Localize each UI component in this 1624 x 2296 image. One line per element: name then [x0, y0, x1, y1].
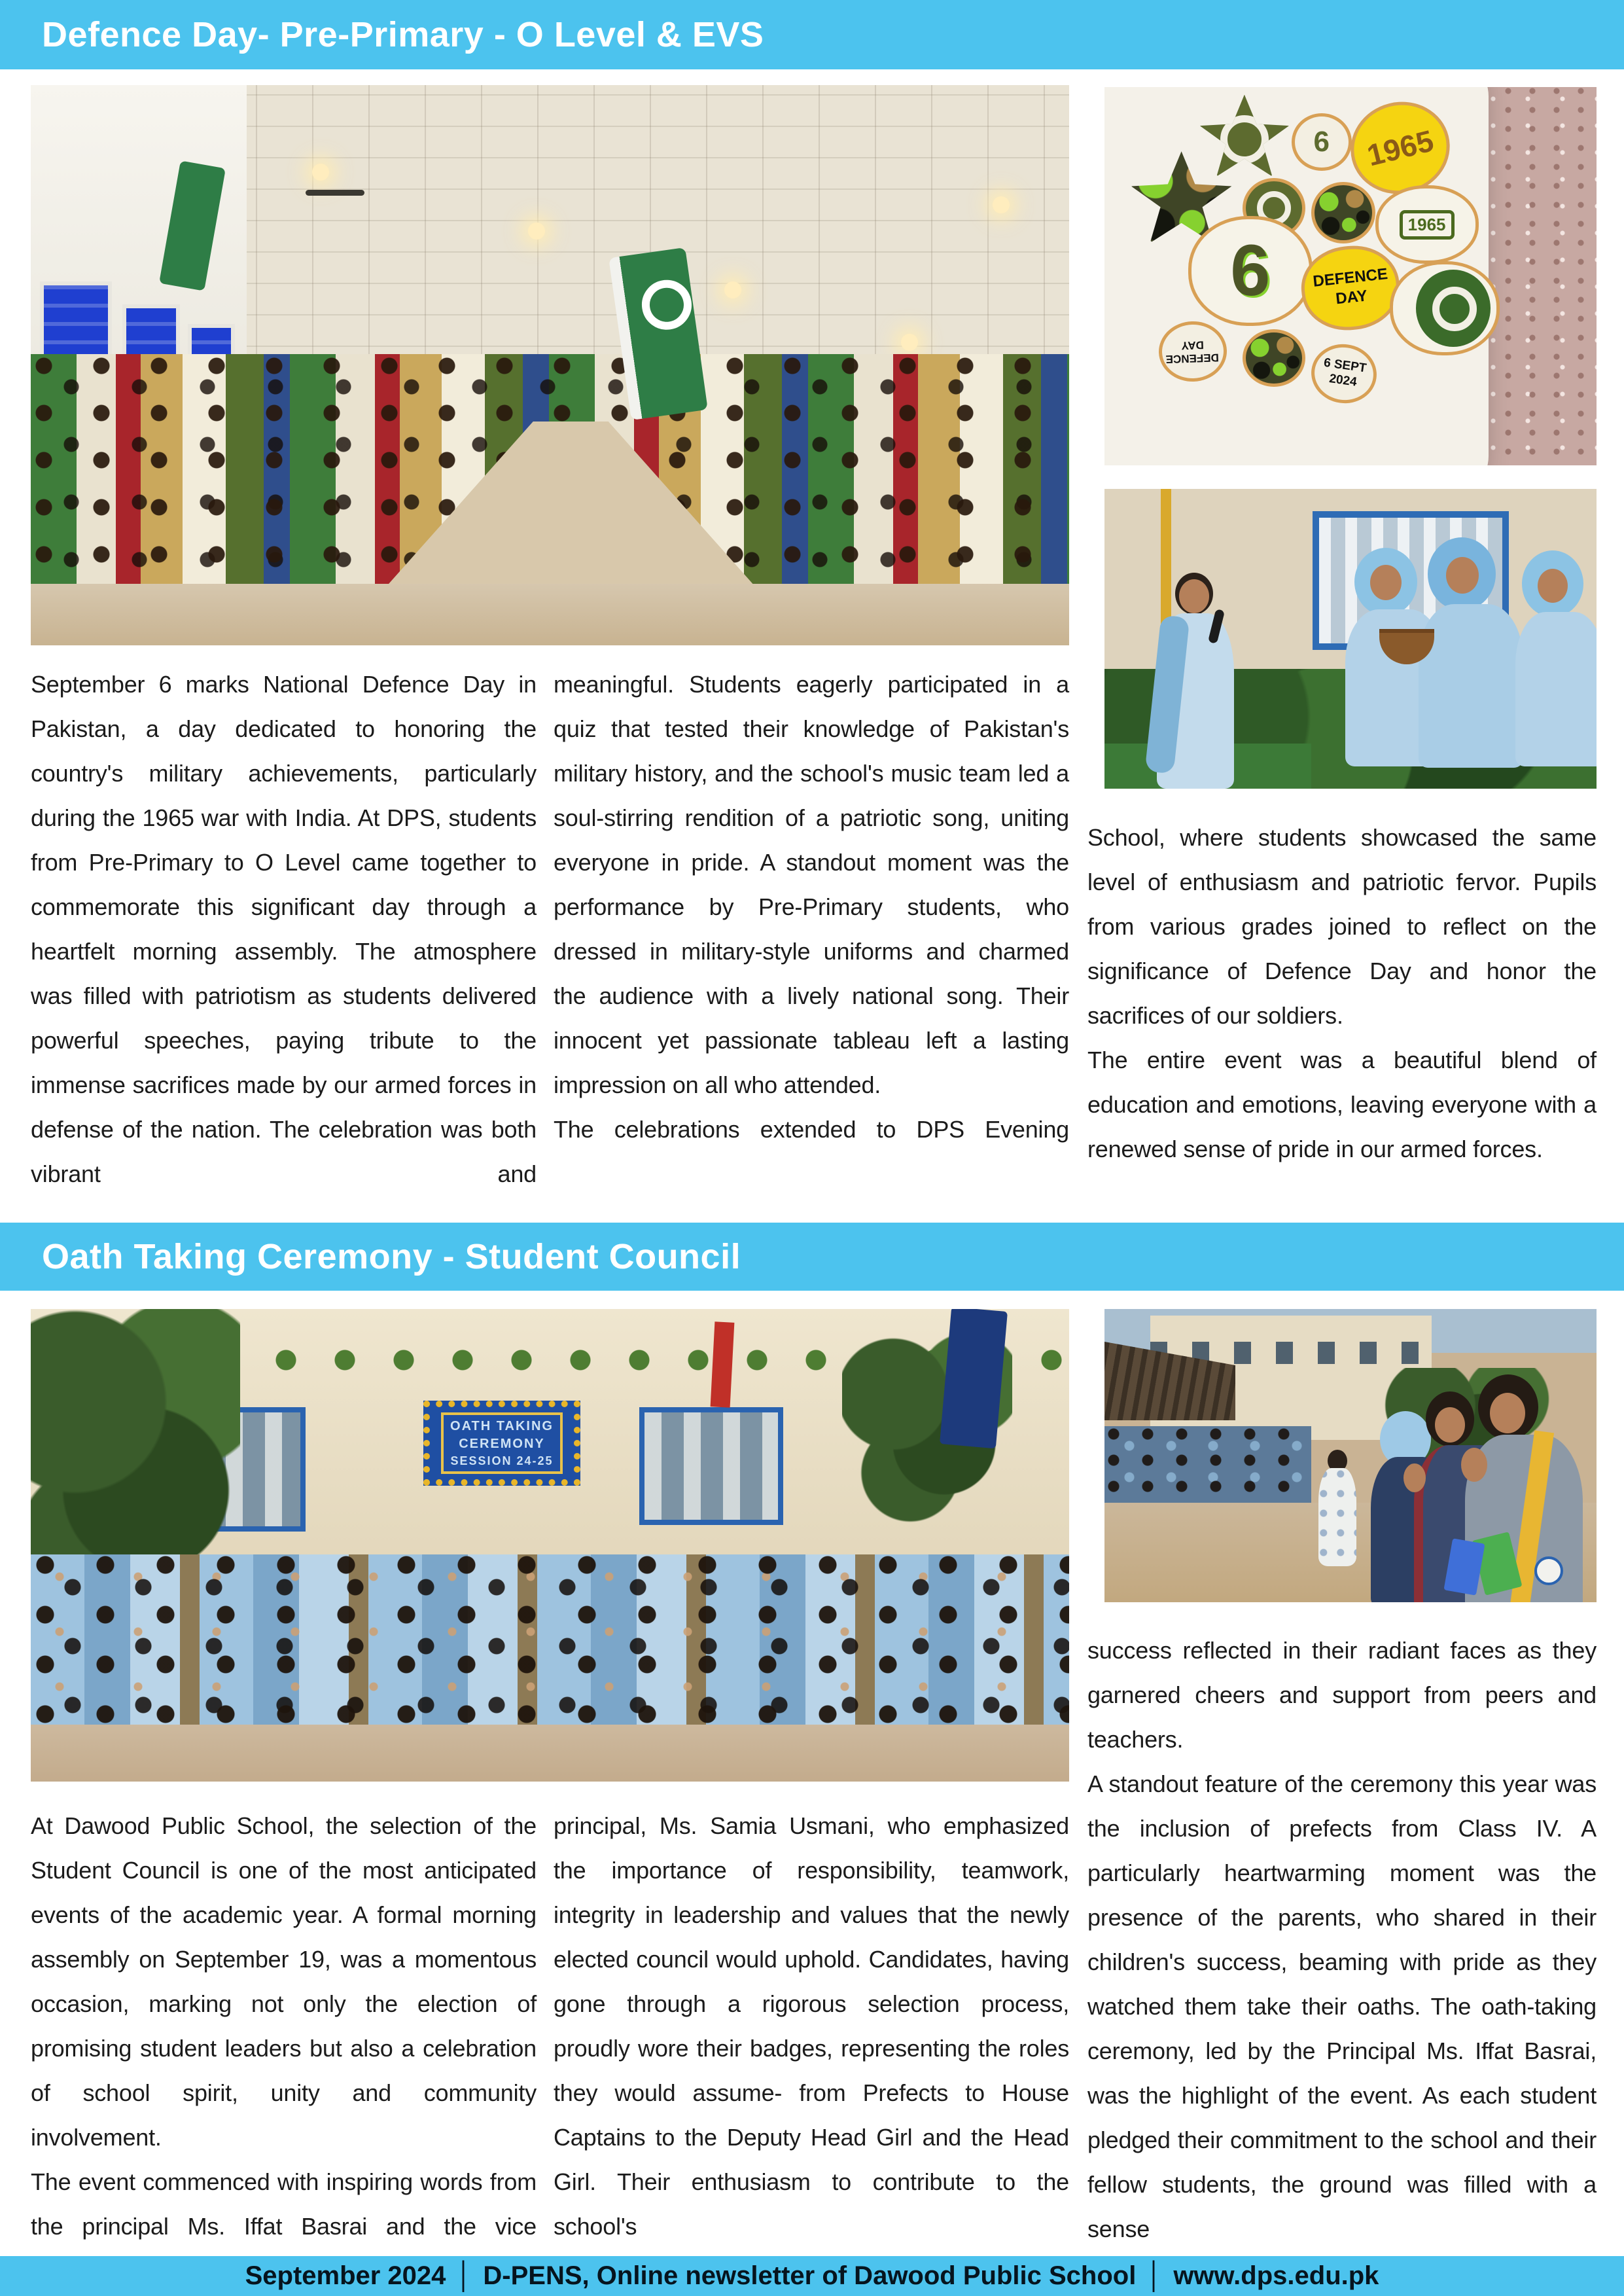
camo-cookie-small [1243, 329, 1305, 387]
footer-newsletter-title: D-PENS, Online newsletter of Dawood Public School [483, 2261, 1137, 2290]
six-cookie-label: 6 [1313, 126, 1330, 158]
section2-banner-title: Oath Taking Ceremony - Student Council [42, 1237, 741, 1276]
footer-issue-date: September 2024 [245, 2261, 446, 2290]
section1-column3 [1087, 816, 1597, 1172]
speaker-girl [1149, 573, 1252, 789]
girl-face [1538, 569, 1568, 603]
paragraph: principal, Ms. Samia Usmani, who emphasized the importance of responsibility, teamwork, integrity in leadership and values that the newly elected council would uphold. Candidates, having gone through a rigorous selection process, proudly wore their badges, representing the roles they would assume- from Prefects to House Captains to the Deputy Head Girl and the Head Girl. Their enthusiasm to contribute to the school's [554, 1812, 1069, 2240]
receiving-girls-group [1350, 531, 1597, 789]
paragraph: success reflected in their radiant faces as they garnered cheers and support from peers and teachers. [1087, 1637, 1597, 1753]
page-footer [0, 2256, 1624, 2296]
cookie-1965-label: 1965 [1364, 123, 1437, 173]
flag-cookie [1390, 261, 1500, 355]
ceiling-light [993, 196, 1010, 213]
ceiling-light [724, 281, 741, 298]
date-cookie-label: 6 SEPT 2024 [1322, 355, 1368, 389]
oath-takers-group [1380, 1385, 1597, 1602]
board-line1: OATH TAKING [450, 1418, 554, 1433]
marble-counter [1479, 87, 1597, 465]
defence-day-cookies-photo [1104, 87, 1597, 465]
sandy-ground [31, 1725, 1069, 1782]
principal-figure [1316, 1450, 1360, 1585]
board-inner [441, 1412, 563, 1474]
paragraph: At Dawood Public School, the selection of the Student Council is one of the most anticipated events of the academic year. A formal morning assembly on September 19, was a momentous occasion, marking not only the election of promising student leaders but also a celebration of school spirit, unity and community involvement. [31, 1812, 537, 2151]
oath-closeup-photo [1104, 1309, 1597, 1602]
assembly-hall-photo [31, 85, 1069, 645]
paragraph: The event commenced with inspiring words from the principal Ms. Iffat Basrai and the vice [31, 2168, 537, 2240]
section1-banner [0, 0, 1624, 69]
navy-flag [940, 1309, 1008, 1448]
section2-banner [0, 1223, 1624, 1291]
section2-column3 [1087, 1628, 1597, 2251]
building-window [639, 1407, 783, 1525]
flag-crescent [639, 277, 695, 333]
section2-column1 [31, 1804, 537, 2249]
six-cookie-big-label: 6 [1230, 230, 1271, 312]
section1-banner-title: Defence Day- Pre-Primary - O Level & EVS [42, 15, 764, 54]
flag-cookie-green [1416, 270, 1491, 347]
ceiling-light [901, 334, 918, 351]
principal-dress [1318, 1468, 1356, 1566]
footer-website-link[interactable]: www.dps.edu.pk [1173, 2261, 1379, 2290]
ceiling-fan [306, 190, 364, 196]
paragraph: The entire event was a beautiful blend of education and emotions, leaving everyone with a renewed sense of pride in our armed forces. [1087, 1047, 1597, 1162]
six-cookie-big [1188, 216, 1313, 326]
paragraph: meaningful. Students eagerly participated in a quiz that tested their knowledge of Pakistan's military history, and the school's music team led a soul-stirring rendition of a patriotic song, uniting everyone in pride. A standout moment was the performance by Pre-Primary students, who dressed in military-style uniforms and charmed the audience with a lively national song. Their innocent yet passionate tableau left a lasting impression on all who attended. [554, 671, 1069, 1098]
oath-ceremony-board [423, 1401, 580, 1486]
ceiling-light [312, 164, 329, 181]
section1-column2 [554, 662, 1069, 1152]
flag-cookie-crescent [1432, 287, 1477, 331]
evening-school-photo [1104, 489, 1597, 789]
oath-assembly-photo [31, 1309, 1069, 1782]
girl-face [1446, 557, 1479, 594]
defence-day-cookie-small-label: DEFENCE DAY [1165, 338, 1219, 367]
speaker-face [1179, 579, 1209, 613]
board-line2: CEREMONY [459, 1436, 545, 1451]
cookie-flag-1965 [1375, 185, 1479, 264]
footer-separator: │ [1146, 2261, 1163, 2290]
students-crowd [31, 1554, 1069, 1734]
cookie-flag-1965-label: 1965 [1400, 210, 1455, 240]
paragraph: September 6 marks National Defence Day in Pakistan, a day dedicated to honoring the country's military achievements, particularly during the 1965 war with India. At DPS, students from Pre-Primary to O Level came together to commemorate this significant day through a heartfelt morning assembly. The atmosphere was filled with patriotism as students delivered powerful speeches, paying tribute to the immense sacrifices made by our armed forces in defense of the nation. The celebration was both vibrant and [31, 671, 537, 1187]
girl-tunic [1419, 604, 1523, 768]
footer-separator: │ [456, 2261, 473, 2290]
paragraph: The celebrations extended to DPS Evening [554, 1116, 1069, 1143]
hall-floor [31, 584, 1069, 645]
ceiling-light [528, 223, 545, 240]
six-cookie-small [1292, 113, 1352, 171]
defence-day-cookie-label: DEFENCE DAY [1312, 264, 1388, 308]
paragraph: School, where students showcased the same level of enthusiasm and patriotic fervor. Pupils from various grades joined to reflect on the significance of Defence Day and honor the sacrifices of our soldiers. [1087, 824, 1597, 1029]
board-line3: SESSION 24-25 [450, 1454, 554, 1467]
camo-cookie-round [1311, 182, 1375, 243]
girl-face [1370, 565, 1402, 600]
section2-column2 [554, 1804, 1069, 2249]
girl-tunic [1515, 612, 1597, 766]
section1-column1 [31, 662, 537, 1196]
paragraph: A standout feature of the ceremony this year was the inclusion of prefects from Class IV. A particularly heartwarming moment was the presence of the parents, who shared in their children's success, beaming with pride as they watched them take their oaths. The oath-taking ceremony, led by the Principal Ms. Iffat Basrai, was the highlight of the event. As each student pledged their commitment to the school and their fellow students, the ground was filled with a sense [1087, 1770, 1597, 2242]
